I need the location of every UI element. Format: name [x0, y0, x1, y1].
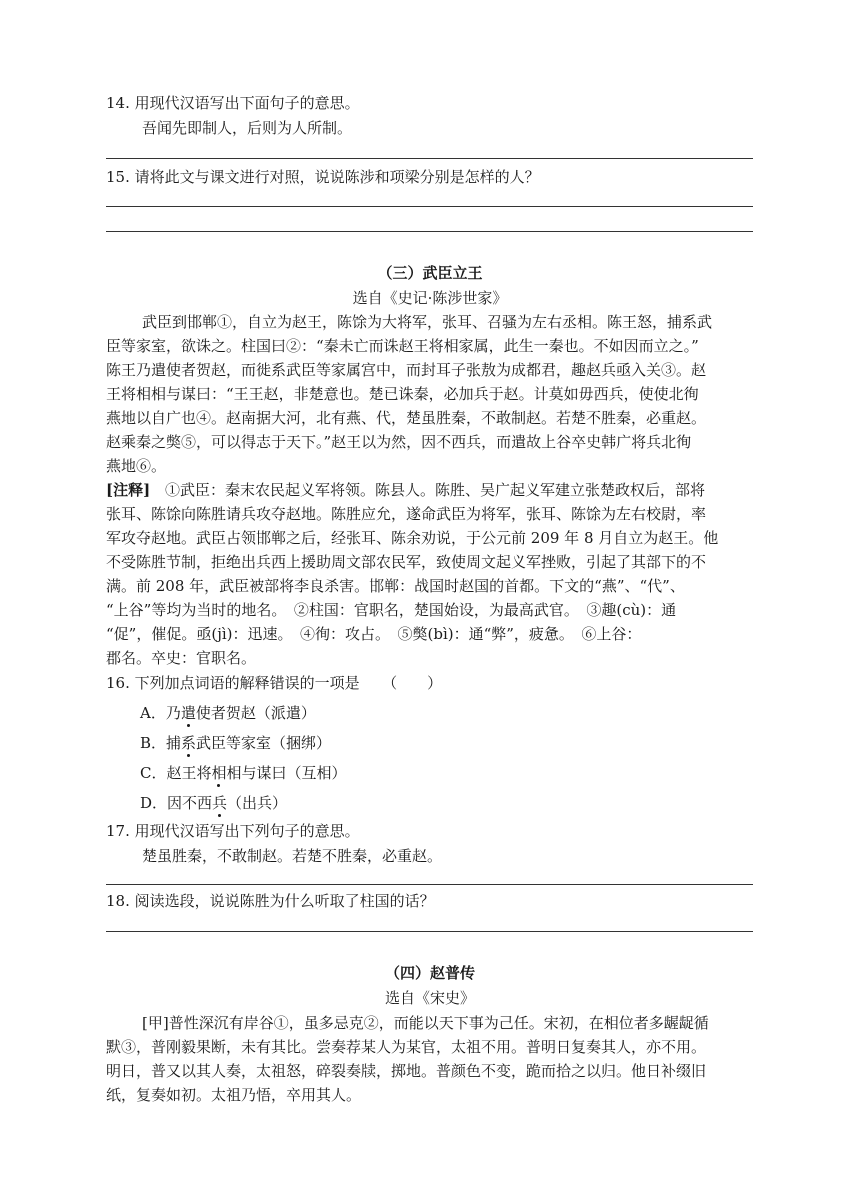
question-18: 18. 阅读选段，说说陈胜为什么听取了柱国的话？ — [106, 892, 435, 910]
option-text: C．赵王将 — [140, 764, 212, 782]
answer-line — [106, 931, 753, 932]
option-text: 武臣等家室（捆绑） — [196, 734, 332, 752]
option-c — [140, 762, 347, 784]
notes-text: ①武臣：秦末农民起义军将领。陈县人。陈胜、吴广起义军建立张楚政权后，部将 — [164, 481, 705, 499]
passage-line: 臣等家室，欲诛之。柱国曰②：“秦未亡而诛赵王将相家属，此生一秦也。不如因而立之。” — [106, 337, 699, 355]
notes-line: 满。前 208 年，武臣被部将李良杀害。邯郸：战国时赵国的首都。下文的“燕”、“代”、 — [106, 577, 685, 595]
notes-line: “上谷”等均为当时的地名。 ②柱国：官职名，楚国始设，为最高武官。 ③趣(cù)：通 — [106, 601, 677, 619]
section-4-source: 选自《宋史》 — [384, 989, 475, 1007]
option-text: B．捕 — [140, 734, 182, 752]
option-a — [140, 702, 316, 724]
dotted-word: 相 — [211, 764, 227, 782]
question-17-sentence: 楚虽胜秦，不敢制赵。若楚不胜秦，必重赵。 — [142, 847, 443, 865]
notes-line: “促”，催促。亟(jì)：迅速。 ④徇：攻占。 ⑤獘(bì)：通“弊”，疲惫。 ⑥上谷： — [106, 625, 642, 643]
option-text: 相与谋曰（互相） — [226, 764, 347, 782]
passage-line: 默③，普刚毅果断，未有其比。尝奏荐某人为某官，太祖不用。普明日复奏其人，亦不用。 — [106, 1038, 707, 1056]
question-15: 15. 请将此文与课文进行对照，说说陈涉和项梁分别是怎样的人？ — [106, 168, 540, 186]
option-b — [140, 732, 331, 754]
passage-line: 王将相相与谋曰：“王王赵，非楚意也。楚已诛秦，必加兵于赵。计莫如毋西兵，使使北徇 — [106, 385, 699, 403]
option-text: 使者贺赵（派遣） — [195, 704, 316, 722]
section-3-title: （三）武臣立王 — [377, 264, 483, 282]
dotted-word: 遣 — [180, 704, 196, 722]
passage-line: 燕地⑥。 — [106, 457, 167, 475]
question-14-sentence: 吾闻先即制人，后则为人所制。 — [142, 119, 353, 137]
option-d — [140, 792, 287, 814]
section-3-source: 选自《史记·陈涉世家》 — [352, 289, 508, 307]
option-text: （出兵） — [227, 794, 288, 812]
passage-line: 赵乘秦之獘⑤，可以得志于天下。”赵王以为然，因不西兵，而遣故上谷卒史韩广将兵北徇 — [106, 433, 692, 451]
notes-line: 郡名。卒史：官职名。 — [106, 649, 257, 667]
notes-line: 不受陈胜节制，拒绝出兵西上援助周文部农民军，致使周文起义军挫败，引起了其部下的不 — [106, 553, 707, 571]
answer-line — [106, 231, 753, 232]
question-17: 17. 用现代汉语写出下列句子的意思。 — [106, 822, 360, 840]
question-14: 14. 用现代汉语写出下面句子的意思。 — [106, 94, 360, 112]
passage-line: 武臣到邯郸①，自立为赵王，陈馀为大将军，张耳、召骚为左右丞相。陈王怒，捕系武 — [142, 313, 713, 331]
passage-line: [甲]普性深沉有岸谷①，虽多忌克②，而能以天下事为己任。宋初，在相位者多龌龊循 — [142, 1014, 709, 1032]
dotted-word: 兵 — [212, 794, 228, 812]
passage-line: 明日，普又以其人奏，太祖怒，碎裂奏牍，掷地。普颜色不变，跪而拾之以归。他日补缀旧 — [106, 1062, 707, 1080]
passage-line: 纸，复奏如初。太祖乃悟，卒用其人。 — [106, 1086, 362, 1104]
notes-line — [106, 479, 705, 501]
notes-line: 军攻夺赵地。武臣占领邯郸之后，经张耳、陈余劝说，于公元前 209 年 8 月自立为赵王。他 — [106, 529, 719, 547]
answer-line — [106, 884, 753, 885]
question-16: 16. 下列加点词语的解释错误的一项是 （ ） — [106, 674, 443, 692]
notes-line: 张耳、陈馀向陈胜请兵攻夺赵地。陈胜应允，遂命武臣为将军，张耳、陈馀为左右校尉，率 — [106, 505, 707, 523]
section-4-title: （四）赵普传 — [384, 964, 475, 982]
dotted-word: 系 — [181, 734, 197, 752]
option-text: A．乃 — [140, 704, 181, 722]
notes-label: [注释] — [106, 481, 151, 499]
passage-line: 陈王乃遣使者贺赵，而徙系武臣等家属宫中，而封耳子张敖为成都君，趣赵兵亟入关③。赵 — [106, 361, 707, 379]
option-text: D．因不西 — [140, 794, 213, 812]
answer-line — [106, 206, 753, 207]
answer-line — [106, 158, 753, 159]
passage-line: 燕地以自广也④。赵南据大河，北有燕、代，楚虽胜秦，不敢制赵。若楚不胜秦，必重赵。 — [106, 409, 707, 427]
